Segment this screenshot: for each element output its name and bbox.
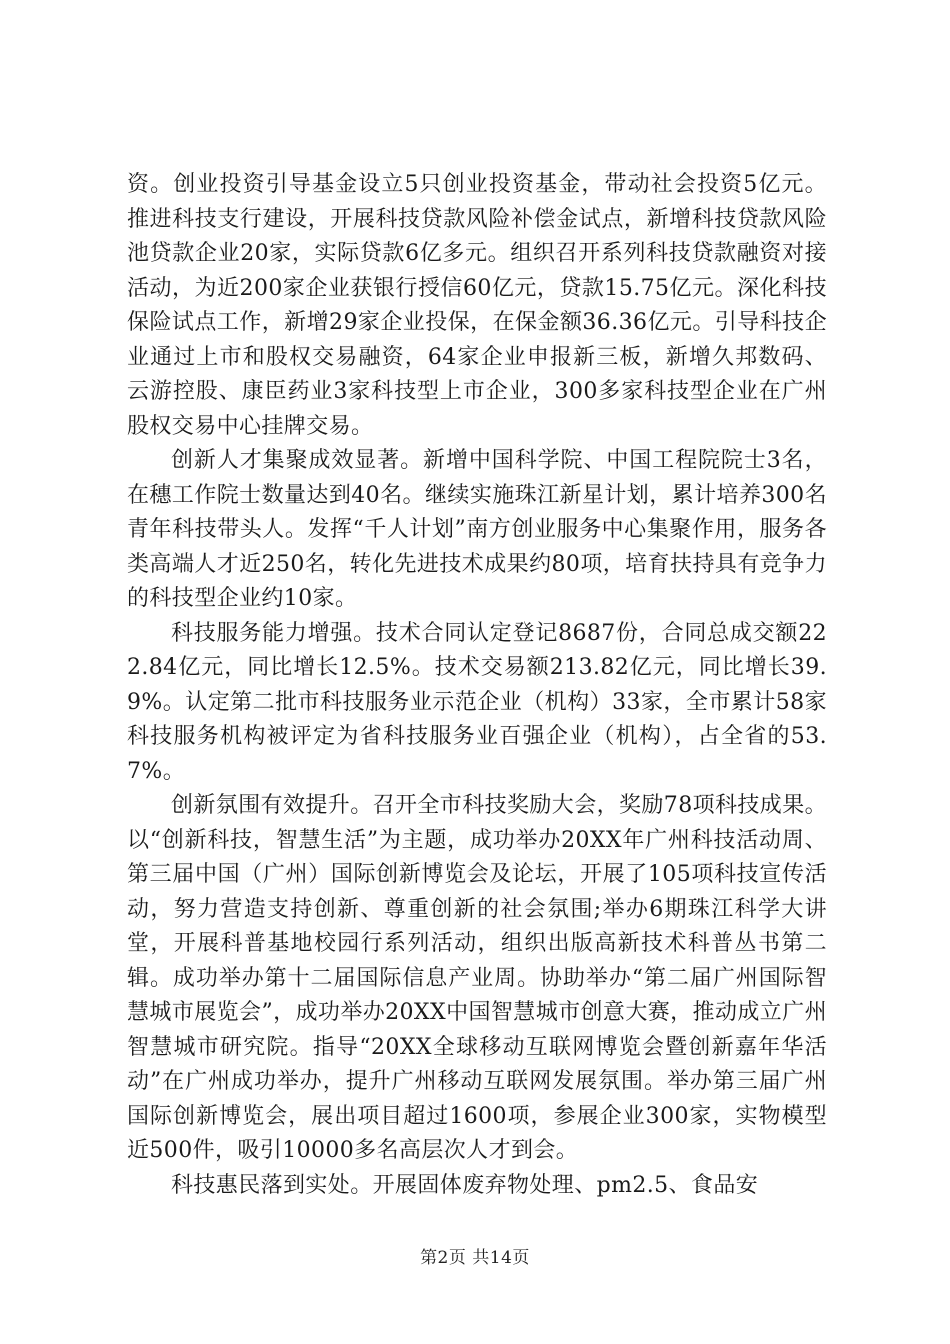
paragraph-tech-services: 科技服务能力增强。技术合同认定登记8687份，合同总成交额222.84亿元，同比增长12.5%。技术交易额213.82亿元，同比增长39.9%。认定第二批市科技服务业示范企业（机构）33家，全市累计58家科技服务机构被评定为省科技服务业百强企业（机构），占全省的53.7%。 — [127, 620, 827, 784]
paragraph-public-benefit: 科技惠民落到实处。开展固体废弃物处理、pm2.5、食品安 — [171, 1172, 759, 1198]
paragraph-funding: 资。创业投资引导基金设立5只创业投资基金，带动社会投资5亿元。推进科技支行建设，开展科技贷款风险补偿金试点，新增科技贷款风险池贷款企业20家，实际贷款6亿多元。组织召开系列科技贷款融资对接活动，为近200家企业获银行授信60亿元，贷款15.75亿元。深化科技保险试点工作，新增29家企业投保，在保金额36.36亿元。引导科技企业通过上市和股权交易融资，64家企业申报新三板，新增久邦数码、云游控股、康臣药业3家科技型上市企业，300多家科技型企业在广州股权交易中心挂牌交易。 — [127, 172, 827, 439]
page-number-footer: 第2页 共14页 — [420, 1248, 530, 1268]
paragraph-talent: 创新人才集聚成效显著。新增中国科学院、中国工程院院士3名，在穗工作院士数量达到40名。继续实施珠江新星计划，累计培养300名青年科技带头人。发挥“千人计划”南方创业服务中心集聚作用，服务各类高端人才近250名，转化先进技术成果约80项，培育扶持具有竞争力的科技型企业约10家。 — [127, 448, 827, 611]
document-body — [127, 168, 827, 1203]
paragraph-innovation-atmosphere: 创新氛围有效提升。召开全市科技奖励大会，奖励78项科技成果。以“创新科技，智慧生活”为主题，成功举办20XX年广州科技活动周、第三届中国（广州）国际创新博览会及论坛，开展了105项科技宣传活动，努力营造支持创新、尊重创新的社会氛围;举办6期珠江科学大讲堂，开展科普基地校园行系列活动，组织出版高新技术科普丛书第二辑。成功举办第十二届国际信息产业周。协助举办“第二届广州国际智慧城市展览会”，成功举办20XX中国智慧城市创意大赛，推动成立广州智慧城市研究院。指导“20XX全球移动互联网博览会暨创新嘉年华活动”在广州成功举办，提升广州移动互联网发展氛围。举办第三届广州国际创新博览会，展出项目超过1600项，参展企业300家，实物模型近500件，吸引10000多名高层次人才到会。 — [127, 793, 827, 1163]
